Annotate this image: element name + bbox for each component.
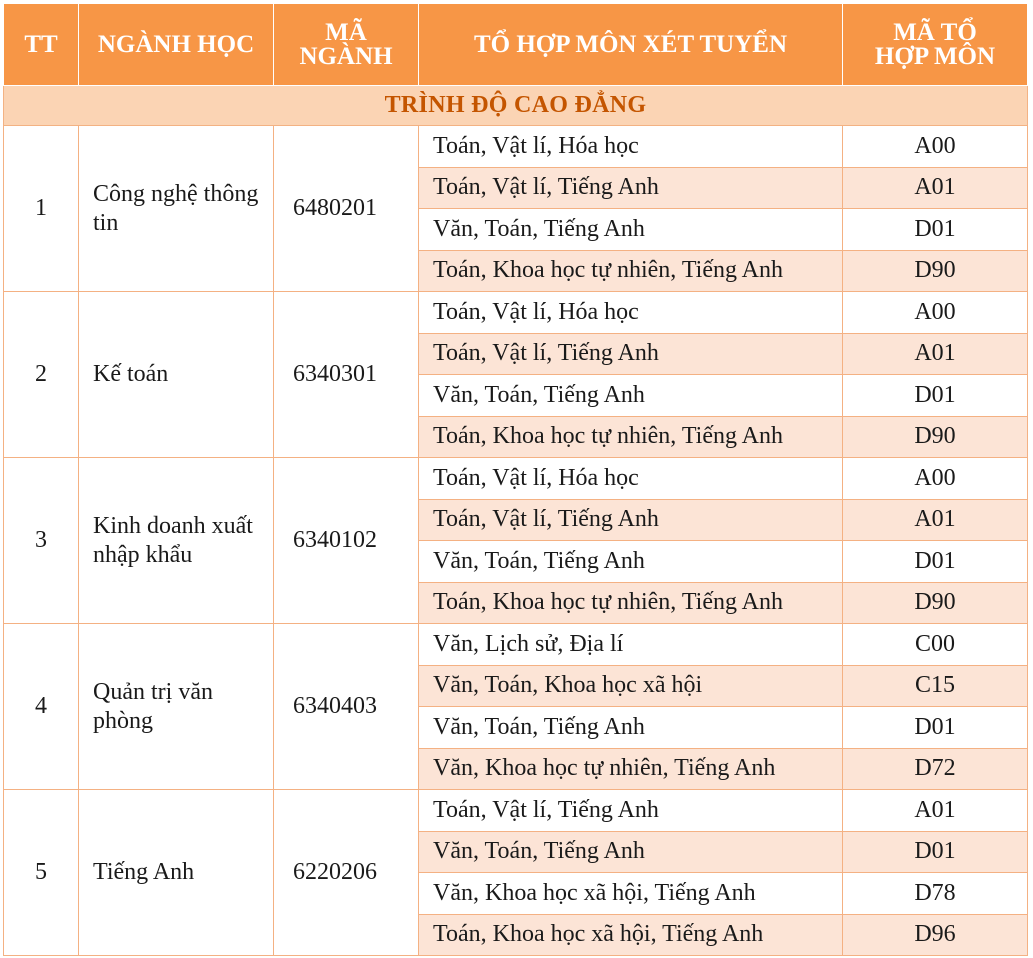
combination-code: C00 [843,624,1028,666]
section-row [4,86,1028,126]
subject-combination: Toán, Vật lí, Hóa học [419,292,843,334]
combination-code: D96 [843,914,1028,956]
subject-combination: Văn, Khoa học tự nhiên, Tiếng Anh [419,748,843,790]
program-index: 2 [4,292,79,458]
subject-combination: Toán, Vật lí, Tiếng Anh [419,499,843,541]
subject-combination: Văn, Khoa học xã hội, Tiếng Anh [419,873,843,915]
combination-code: C15 [843,665,1028,707]
program-index: 5 [4,790,79,956]
subject-combination: Văn, Toán, Tiếng Anh [419,707,843,749]
header-combo-code [843,4,1028,86]
combination-code: D90 [843,582,1028,624]
program-index: 3 [4,458,79,624]
combination-code: D01 [843,375,1028,417]
program-name: Quản trị văn phòng [79,624,274,790]
table-row [4,292,1028,334]
header-major-code [274,4,419,86]
combination-code: D90 [843,250,1028,292]
program-index: 1 [4,126,79,292]
header-combo-code-line2: HỢP MÔN [874,42,996,70]
combination-code: A01 [843,790,1028,832]
combination-code: D72 [843,748,1028,790]
combination-code: A01 [843,499,1028,541]
subject-combination: Toán, Vật lí, Hóa học [419,458,843,500]
header-combination: TỔ HỢP MÔN XÉT TUYỂN [419,4,843,86]
table-row [4,458,1028,500]
combination-code: A01 [843,167,1028,209]
subject-combination: Văn, Toán, Khoa học xã hội [419,665,843,707]
combination-code: D01 [843,831,1028,873]
program-code: 6480201 [274,126,419,292]
combination-code: A00 [843,458,1028,500]
subject-combination: Toán, Khoa học tự nhiên, Tiếng Anh [419,582,843,624]
combination-code: D90 [843,416,1028,458]
program-code: 6340301 [274,292,419,458]
header-combo-code-line1: MÃ TỔ [893,18,977,46]
subject-combination: Văn, Toán, Tiếng Anh [419,541,843,583]
header-major: NGÀNH HỌC [79,4,274,86]
combination-code: A00 [843,292,1028,334]
subject-combination: Toán, Khoa học xã hội, Tiếng Anh [419,914,843,956]
header-row [4,4,1028,86]
subject-combination: Toán, Vật lí, Tiếng Anh [419,790,843,832]
subject-combination: Toán, Khoa học tự nhiên, Tiếng Anh [419,250,843,292]
header-major-code-line1: MÃ [325,18,367,46]
combination-code: D78 [843,873,1028,915]
subject-combination: Toán, Vật lí, Tiếng Anh [419,333,843,375]
program-index: 4 [4,624,79,790]
section-title: TRÌNH ĐỘ CAO ĐẲNG [4,86,1028,126]
program-code: 6220206 [274,790,419,956]
subject-combination: Văn, Toán, Tiếng Anh [419,375,843,417]
subject-combination: Toán, Vật lí, Hóa học [419,126,843,168]
subject-combination: Toán, Vật lí, Tiếng Anh [419,167,843,209]
combination-code: D01 [843,209,1028,251]
program-name: Kinh doanh xuất nhập khẩu [79,458,274,624]
combination-code: D01 [843,541,1028,583]
program-name: Công nghệ thông tin [79,126,274,292]
program-name: Kế toán [79,292,274,458]
program-name: Tiếng Anh [79,790,274,956]
table-row [4,624,1028,666]
program-code: 6340102 [274,458,419,624]
combination-code: A01 [843,333,1028,375]
subject-combination: Văn, Toán, Tiếng Anh [419,831,843,873]
subject-combination: Toán, Khoa học tự nhiên, Tiếng Anh [419,416,843,458]
subject-combination: Văn, Lịch sử, Địa lí [419,624,843,666]
header-major-code-line2: NGÀNH [299,42,393,70]
table-row [4,126,1028,168]
table-row [4,790,1028,832]
admission-table [3,3,1028,956]
program-code: 6340403 [274,624,419,790]
combination-code: D01 [843,707,1028,749]
subject-combination: Văn, Toán, Tiếng Anh [419,209,843,251]
combination-code: A00 [843,126,1028,168]
header-tt: TT [4,4,79,86]
